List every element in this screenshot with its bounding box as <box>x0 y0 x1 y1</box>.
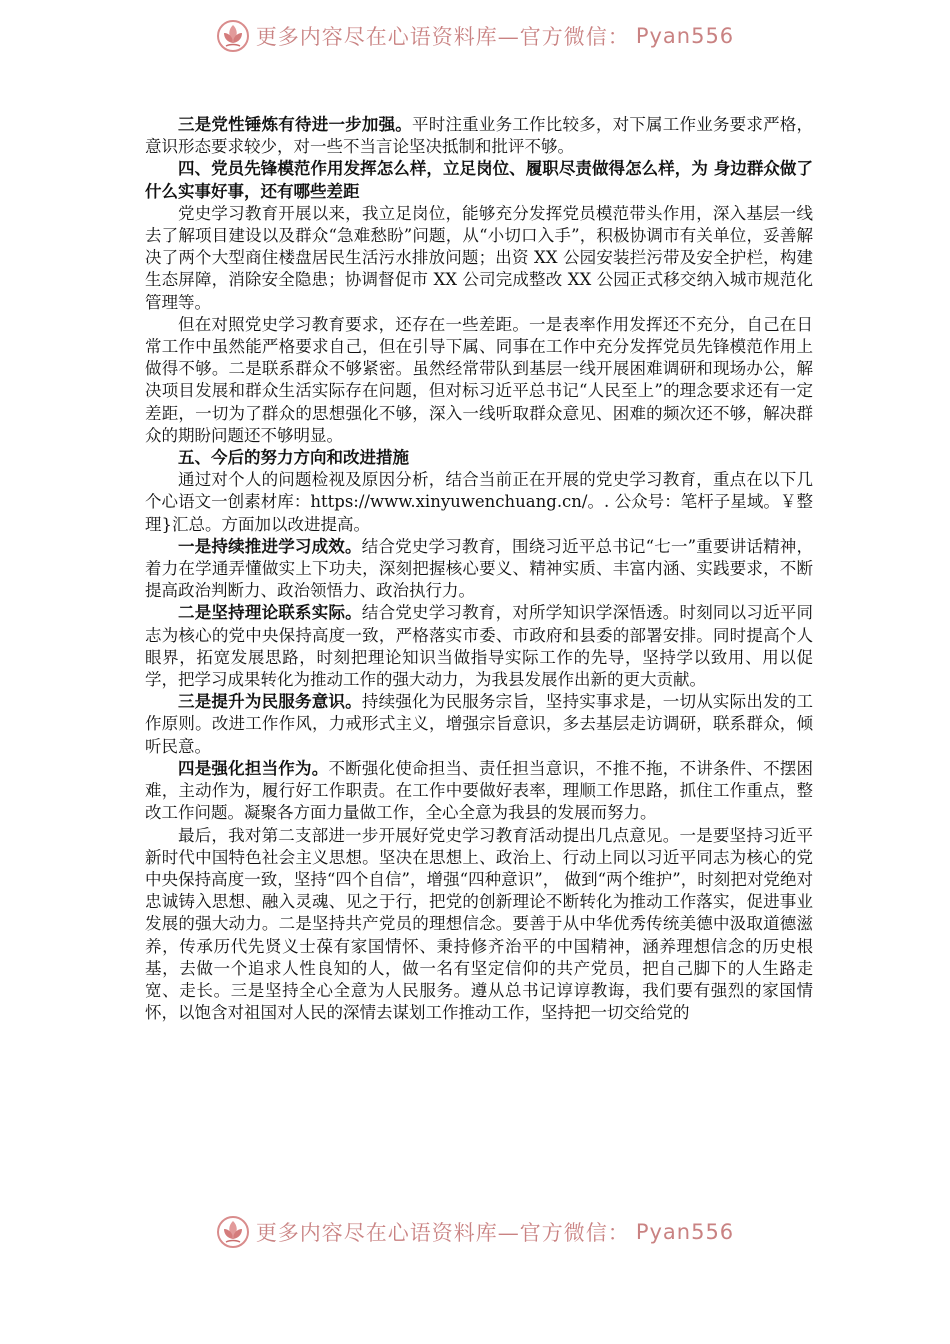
flower-logo-icon <box>216 1215 250 1249</box>
paragraph: 通过对个人的问题检视及原因分析，结合当前正在开展的党史学习教育，重点在以下几个心语文一创素材库：https://www.xinyuwenchuang.cn/。. 公众号：笔杆子星域。￥整理}汇总。方面加以改进提高。 <box>145 470 813 534</box>
banner-wechat-id: Pyan556 <box>635 24 735 48</box>
paragraph-text: 持续强化为民服务宗旨，坚持实事求是，一切从实际出发的工作原则。改进工作作风，力戒形式主义，增强宗旨意识，多去基层走访调研，联系群众，倾听民意。 <box>145 692 814 756</box>
paragraph-lead: 三是党性锤炼有待进一步加强。 <box>178 115 413 134</box>
header-banner <box>0 14 950 58</box>
paragraph: 党史学习教育开展以来，我立足岗位，能够充分发挥党员模范带头作用，深入基层一线去了解项目建设以及群众“急难愁盼”问题，从“小切口入手”，积极协调市有关单位，妥善解决了两个大型商住楼盘居民生活污水排放问题；出资 XX 公园安装拦污带及安全护栏，构建生态屏障，消除安全隐患；协调督促市 XX 公司完成整改 XX 公园正式移交纳入城市规范化管理等。 <box>145 203 813 312</box>
paragraph-text: 结合党史学习教育，围绕习近平总书记“七一”重要讲话精神，着力在学通弄懂做实上下功夫，深刻把握核心要义、精神实质、丰富内涵、实践要求，不断提高政治判断力、政治领悟力、政治执行力。 <box>145 536 814 601</box>
paragraph <box>145 114 813 158</box>
paragraph-text: 结合党史学习教育，对所学知识学深悟透。时刻同以习近平同志为核心的党中央保持高度一致，严格落实市委、市政府和县委的部署安排。同时提高个人眼界，拓宽发展思路，时刻把理论知识当做指导实际工作的先导，坚持学以致用、用以促学，把学习成果转化为推动工作的强大动力，为我县发展作出新的更大贡献。 <box>145 603 814 690</box>
banner-wechat-id: Pyan556 <box>635 1220 735 1244</box>
footer-banner <box>0 1210 950 1254</box>
paragraph <box>145 602 813 691</box>
paragraph-lead: 一是持续推进学习成效。 <box>178 536 362 556</box>
paragraph: 最后，我对第二支部进一步开展好党史学习教育活动提出几点意见。一是要坚持习近平新时代中国特色社会主义思想。坚决在思想上、政治上、行动上同以习近平同志为核心的党中央保持高度一致，坚持“四个自信”，增强“四种意识”， 做到“两个维护”，时刻把对党绝对忠诚铸入思想、融入灵魂、见之于行，把党的创新理论不断转化为推动工作落实，促进事业发展的强大动力。二是坚持共产党员的理想信念。要善于从中华优秀传统美德中汲取道德滋养，传承历代先贤义士葆有家国情怀、秉持修齐治平的中国精神，涵养理想信念的历史根基，去做一个追求人性良知的人，做一名有坚定信仰的共产党员，把自己脚下的人生路走宽、走长。三是坚持全心全意为人民服务。遵从总书记谆谆教诲，我们要有强烈的家国情怀，以饱含对祖国对人民的深情去谋划工作推动工作，坚持把一切交给党的 <box>145 825 813 1023</box>
banner-text: 更多内容尽在心语资料库—官方微信： <box>255 25 630 49</box>
paragraph-lead: 四是强化担当作为。 <box>178 758 329 778</box>
paragraph <box>145 758 813 825</box>
section-heading: 四、党员先锋模范作用发挥怎么样，立足岗位、履职尽责做得怎么样，为 身边群众做了什么实事好事，还有哪些差距 <box>145 159 813 201</box>
flower-logo-icon <box>216 19 250 53</box>
paragraph-text: 平时注重业务工作比较多，对下属工作业务要求严格，意识形态要求较少，对一些不当言论坚决抵制和批评不够。 <box>145 115 814 157</box>
section-heading: 五、今后的努力方向和改进措施 <box>178 448 409 468</box>
paragraph: 但在对照党史学习教育要求，还存在一些差距。一是表率作用发挥还不充分，自己在日常工作中虽然能严格要求自己，但在引导下属、同事在工作中充分发挥党员先锋模范作用上做得不够。二是联系群众不够紧密。虽然经常带队到基层一线开展困难调研和现场办公，解决项目发展和群众生活实际存在问题，但对标习近平总书记“人民至上”的理念要求还有一定差距，一切为了群众的思想强化不够，深入一线听取群众意见、困难的频次还不够，解决群众的期盼问题还不够明显。 <box>145 314 813 445</box>
paragraph-text: 不断强化使命担当、责任担当意识，不推不拖，不讲条件、不摆困难，主动作为，履行好工作职责。在工作中要做好表率，理顺工作思路，抓住工作重点，整改工作问题。凝聚各方面力量做工作，全心全意为我县的发展而努力。 <box>145 758 814 823</box>
paragraph-lead: 三是提升为民服务意识。 <box>178 692 362 712</box>
paragraph <box>145 691 813 758</box>
banner-text: 更多内容尽在心语资料库—官方微信： <box>255 1221 630 1245</box>
paragraph <box>145 536 813 603</box>
paragraph-lead: 二是坚持理论联系实际。 <box>178 603 362 623</box>
document-body <box>145 114 813 1024</box>
